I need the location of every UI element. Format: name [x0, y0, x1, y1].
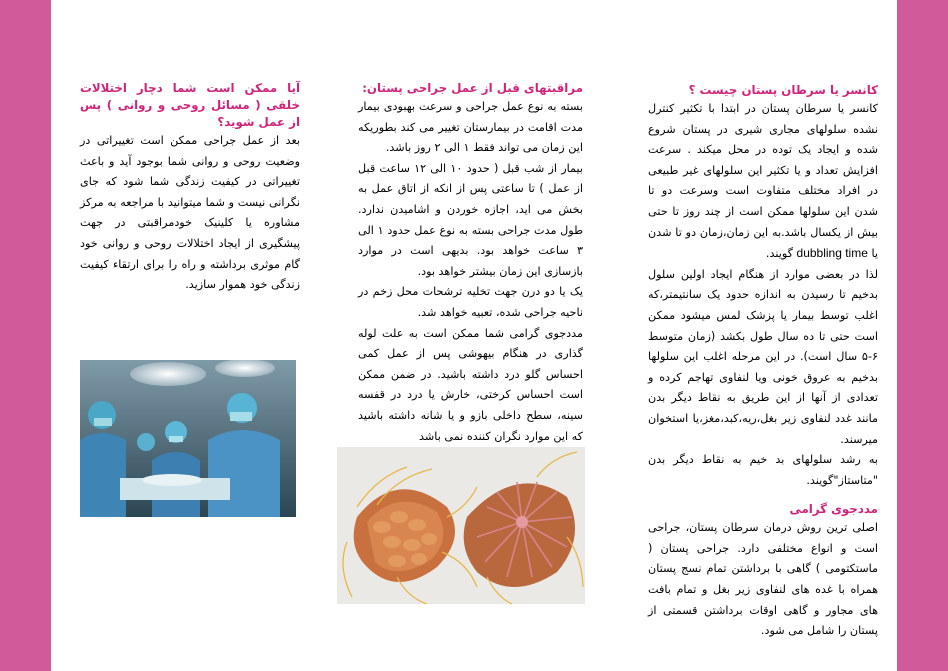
preop-heading: مراقبتهای قبل از عمل جراحی پستان: — [362, 81, 583, 95]
mood-heading: آیا ممکن است شما دچار اختلالات خلقی ( مسائل روحی و روانی ) پس از عمل شوید؟ — [80, 81, 300, 129]
intro-paragraph-1-text: کانسر یا سرطان پستان در ابتدا با تکثیر کنترل نشده سلولهای مجاری شیری در پستان شروع شده و ایجاد یک توده در محل میکند . سرعت افزایش تعداد و یا تکثیر این سلولهای غیر طبیعی در افراد مختلف متفاوت است وسرعت دو تا شدن این سلولها ممکن است از چند روز تا حتی بیش از یکسال باشد.به این زمان،زمان دو تا شدن یا — [648, 102, 878, 261]
column-pre-op-care — [358, 80, 583, 468]
preop-paragraph-1: بسته به نوع عمل جراحی و سرعت بهبودی بیمار مدت اقامت در بیمارستان تغییر می کند بطوریکه این زمان می تواند فقط ۱ الی ۲ روز باشد. — [358, 100, 583, 155]
right-pink-bar — [897, 0, 948, 671]
surgery-photo — [80, 360, 296, 517]
treatment-paragraph: اصلی ترین روش درمان سرطان پستان، جراحی است و انواع مختلفی دارد. جراحی پستان ( ماستکتومی ) گاهی با برداشتن تمام نسج پستان همراه با غده های لنفاوی زیر بغل و تمام بافت های مجاور و گاهی اوقات برداشتن قسمتی از پستان را شامل می شود. — [648, 521, 878, 638]
intro-paragraph-1-end: گویند. — [765, 247, 797, 261]
column-breast-cancer-intro — [648, 82, 878, 642]
mood-paragraph: بعد از عمل جراحی ممکن است تغییراتی در وضعیت روحی و روانی شما بوجود آید و باعث تغییراتی در کیفیت زندگی شما شود که جای نگرانی نیست و شما میتوانید با مراجعه به مرکز مشاوره یا کلینیک خودمراقبتی در جهت پیشگیری از ایجاد اختلالات روحی و روانی خود گام موثری برداشته و راه را برای ارتقاء کیفیت زندگی خود هموار سازید. — [80, 134, 300, 292]
preop-paragraph-4: مددجوی گرامی شما ممکن است به علت لوله گذاری در هنگام بیهوشی پس از عمل کمی احساس گلو درد داشته باشید. در ضمن ممکن است احساس کرختی، خارش یا درد در قفسه سینه، سطح داخلی بازو و یا شانه داشته باشید که این موارد نگران کننده نمی باشد — [358, 326, 583, 443]
intro-heading: کانسر یا سرطان پستان چیست ؟ — [688, 83, 878, 97]
preop-paragraph-3: یک یا دو درن جهت تخلیه ترشحات محل زخم در ناحیه جراحی شده، تعبیه خواهد شد. — [358, 285, 583, 319]
intro-paragraph-2: لذا در بعضی موارد از هنگام ایجاد اولین سلول بدخیم تا رسیدن به اندازه حدود یک سانتیمتر،که اغلب توسط بیمار یا پزشک لمس میشود ممکن است حتی تا ده سال طول بکشد (زمان متوسط ۶-۵ سال است). در این مرحله اغلب این سلولها بدخیم به عروق خونی ویا لنفاوی تهاجم کرده و تعدادی از آنها از این طریق به نقاط دیگر بدن مانند غدد لنفاوی زیر بغل،ریه،کبد،مغز،یا استخوان میرسند. — [648, 267, 878, 446]
intro-paragraph-3: به رشد سلولهای بد خیم به نقاط دیگر بدن "متاستاز"گویند. — [648, 453, 878, 487]
patient-heading: مددجوی گرامی — [789, 502, 878, 517]
left-pink-bar — [0, 0, 51, 671]
preop-paragraph-2: بیمار از شب قبل ( حدود ۱۰ الی ۱۲ ساعت قبل از عمل ) تا ساعتی پس از انکه از اتاق عمل به بخش می اید، اجازه خوردن و اشامیدن ندارد. طول مدت جراحی بسته به نوع عمل حدود ۱ الی ۳ ساعت خواهد بود. بدیهی است در موارد بازسازی این زمان بیشتر خواهد بود. — [358, 161, 583, 278]
column-mood-disorders — [80, 80, 300, 296]
cancer-cells-illustration — [337, 447, 585, 604]
intro-paragraph-1 — [648, 99, 878, 265]
dubbling-time-term: dubbling time — [796, 246, 868, 261]
